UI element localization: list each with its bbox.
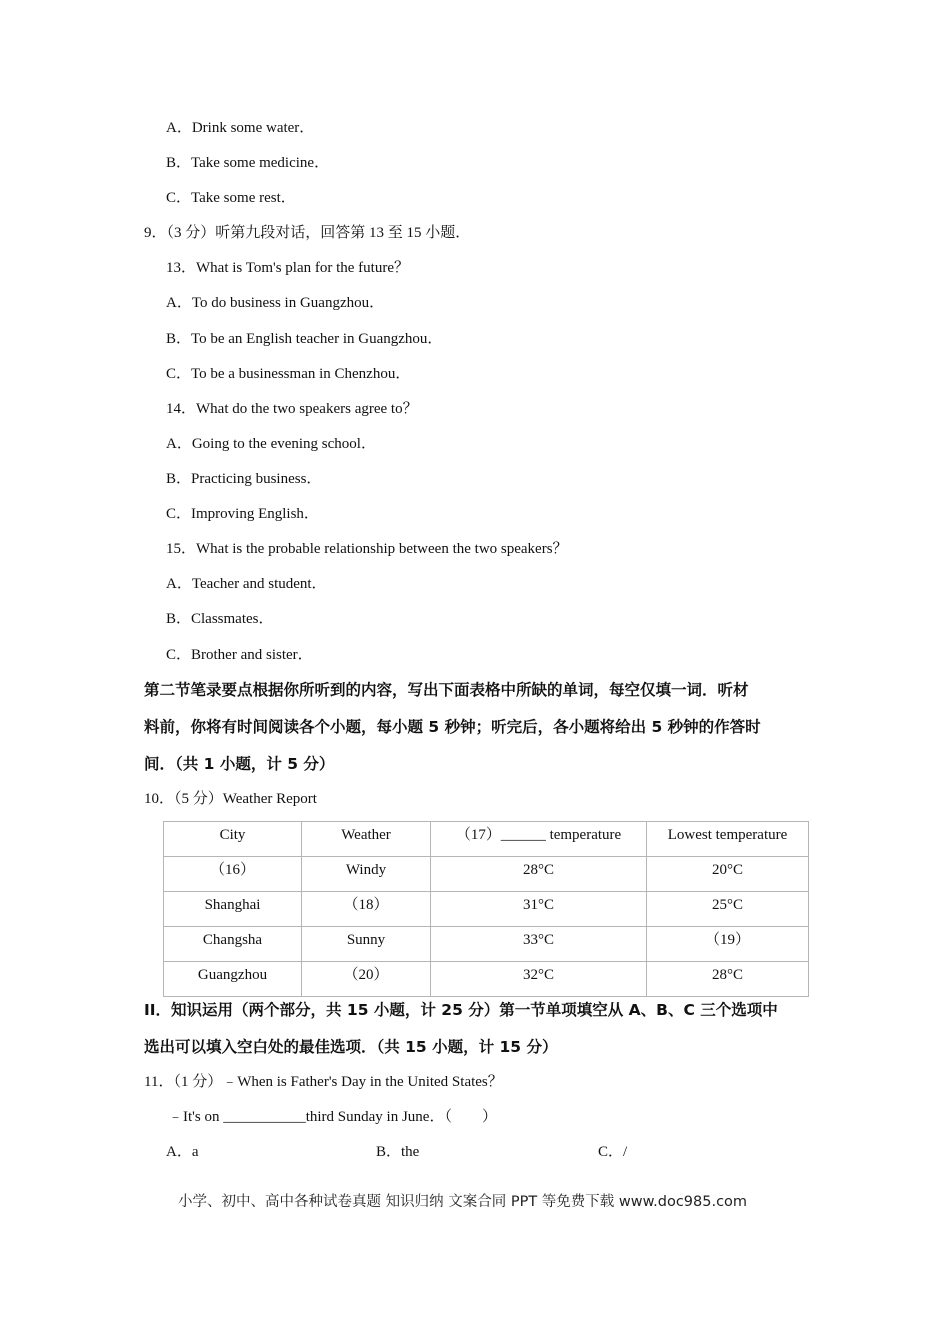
table-cell: Guangzhou	[164, 962, 302, 997]
table-cell: （20）	[302, 962, 431, 997]
q15-question: 15．What is the probable relationship between the two speakers？	[166, 541, 568, 557]
q15-option-b: B．Classmates．	[166, 611, 274, 627]
q15-option-a: A．Teacher and student．	[166, 576, 327, 592]
q13-option-c: C．To be a businessman in Chenzhou．	[166, 366, 411, 382]
table-cell: Changsha	[164, 927, 302, 962]
table-cell: 31°C	[431, 892, 647, 927]
table-row	[164, 927, 809, 962]
table-row	[164, 892, 809, 927]
table-cell: （17）______ temperature	[431, 822, 647, 857]
table-cell: City	[164, 822, 302, 857]
table-cell: （18）	[302, 892, 431, 927]
section2-instructions-line2: 料前，你将有时间阅读各个小题，每小题 5 秒钟；听完后，各小题将给出 5 秒钟的作答时	[144, 718, 761, 736]
page-footer: 小学、初中、高中各种试卷真题 知识归纳 文案合同 PPT 等免费下载 www.doc985.com	[178, 1194, 748, 1210]
table-cell: 28°C	[647, 962, 809, 997]
q8-option-c: C．Take some rest．	[166, 190, 296, 206]
table-cell: Windy	[302, 857, 431, 892]
q13-question: 13．What is Tom's plan for the future？	[166, 260, 409, 276]
q11-option-a: A．a	[166, 1144, 199, 1160]
section2-instructions-line3: 间．（共 1 小题，计 5 分）	[144, 755, 335, 773]
table-cell: 20°C	[647, 857, 809, 892]
part2-instructions-line2: 选出可以填入空白处的最佳选项．（共 15 小题，计 15 分）	[144, 1038, 558, 1056]
table-cell: （19）	[647, 927, 809, 962]
table-cell: 28°C	[431, 857, 647, 892]
q8-option-b: B．Take some medicine．	[166, 155, 330, 171]
q14-option-b: B．Practicing business．	[166, 471, 322, 487]
q13-option-b: B．To be an English teacher in Guangzhou．	[166, 331, 443, 347]
weather-report-table	[163, 821, 809, 997]
q14-option-a: A．Going to the evening school．	[166, 436, 376, 452]
table-cell: Shanghai	[164, 892, 302, 927]
q8-option-a: A．Drink some water．	[166, 120, 315, 136]
table-row	[164, 857, 809, 892]
q11-question: 11．（1 分）﹣When is Father's Day in the United States？	[144, 1074, 503, 1090]
q14-option-c: C．Improving English．	[166, 506, 319, 522]
table-header-row	[164, 822, 809, 857]
q13-option-a: A．To do business in Guangzhou．	[166, 295, 385, 311]
table-cell: Lowest temperature	[647, 822, 809, 857]
q9-header: 9．（3 分）听第九段对话，回答第 13 至 15 小题．	[144, 225, 471, 241]
part2-instructions-line1: II．知识运用（两个部分，共 15 小题，计 25 分）第一节单项填空从 A、B、C 三个选项中	[144, 1001, 778, 1019]
table-cell: 25°C	[647, 892, 809, 927]
q10-header: 10．（5 分）Weather Report	[144, 791, 317, 807]
table-row	[164, 962, 809, 997]
section2-instructions-line1: 第二节笔录要点根据你所听到的内容，写出下面表格中所缺的单词，每空仅填一词．听材	[144, 681, 749, 699]
q14-question: 14．What do the two speakers agree to？	[166, 401, 418, 417]
table-cell: 33°C	[431, 927, 647, 962]
q11-option-c: C．/	[598, 1144, 628, 1160]
table-cell: Sunny	[302, 927, 431, 962]
table-cell: （16）	[164, 857, 302, 892]
q11-answer-line: ﹣It's on ___________third Sunday in June．（ ）	[168, 1109, 497, 1125]
table-cell: 32°C	[431, 962, 647, 997]
q11-option-b: B．the	[376, 1144, 420, 1160]
table-cell: Weather	[302, 822, 431, 857]
q15-option-c: C．Brother and sister．	[166, 647, 313, 663]
